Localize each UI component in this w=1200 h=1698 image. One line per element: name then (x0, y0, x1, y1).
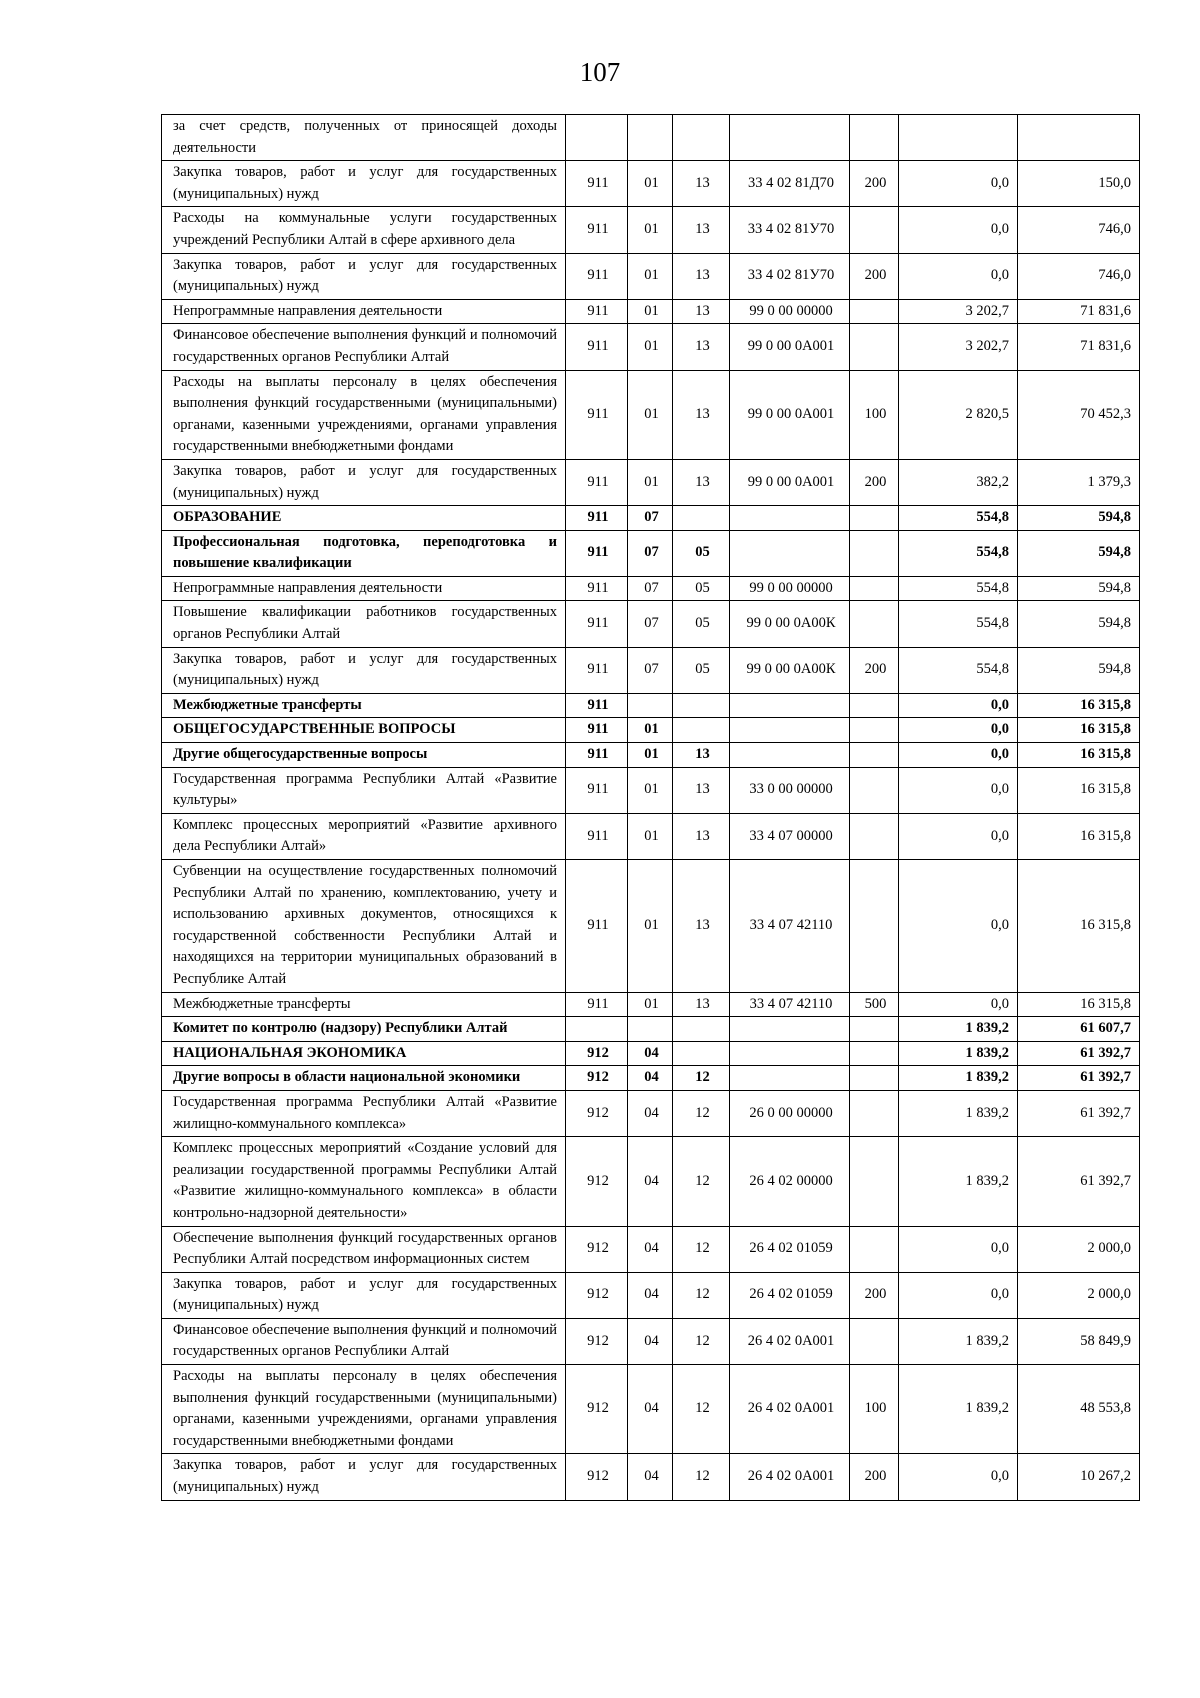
cell-admin-code: 911 (566, 161, 628, 207)
cell-admin-code: 911 (566, 207, 628, 253)
cell-subsection-code: 05 (673, 647, 730, 693)
cell-name: Межбюджетные трансферты (162, 992, 566, 1017)
cell-target-code: 99 0 00 00000 (730, 299, 850, 324)
table-row (162, 459, 1140, 505)
cell-amount-1 (899, 115, 1018, 161)
cell-name: Закупка товаров, работ и услуг для государственных (муниципальных) нужд (162, 1272, 566, 1318)
cell-amount-1: 0,0 (899, 718, 1018, 743)
cell-target-code: 33 4 07 42110 (730, 992, 850, 1017)
cell-amount-2 (1018, 115, 1140, 161)
cell-admin-code: 911 (566, 576, 628, 601)
cell-expense-type: 100 (850, 370, 899, 459)
cell-subsection-code: 13 (673, 459, 730, 505)
cell-subsection-code: 05 (673, 601, 730, 647)
cell-amount-2: 594,8 (1018, 506, 1140, 531)
cell-subsection-code: 12 (673, 1365, 730, 1454)
cell-section-code: 01 (628, 767, 673, 813)
cell-admin-code: 912 (566, 1090, 628, 1136)
cell-admin-code: 911 (566, 992, 628, 1017)
cell-expense-type: 500 (850, 992, 899, 1017)
cell-name: Закупка товаров, работ и услуг для государственных (муниципальных) нужд (162, 459, 566, 505)
cell-subsection-code: 12 (673, 1066, 730, 1091)
cell-expense-type (850, 207, 899, 253)
cell-amount-1: 1 839,2 (899, 1066, 1018, 1091)
cell-admin-code: 911 (566, 718, 628, 743)
cell-admin-code: 912 (566, 1365, 628, 1454)
cell-amount-1: 1 839,2 (899, 1318, 1018, 1364)
table-row (162, 601, 1140, 647)
cell-target-code: 33 4 02 81У70 (730, 253, 850, 299)
cell-subsection-code: 13 (673, 324, 730, 370)
cell-name: Обеспечение выполнения функций государственных органов Республики Алтай посредством информационных систем (162, 1226, 566, 1272)
cell-expense-type: 200 (850, 1454, 899, 1500)
table-row (162, 1272, 1140, 1318)
cell-amount-1: 554,8 (899, 530, 1018, 576)
cell-amount-2: 16 315,8 (1018, 767, 1140, 813)
cell-target-code: 99 0 00 0А001 (730, 324, 850, 370)
cell-amount-2: 594,8 (1018, 601, 1140, 647)
cell-section-code: 07 (628, 601, 673, 647)
cell-subsection-code: 12 (673, 1226, 730, 1272)
cell-name: Другие общегосударственные вопросы (162, 743, 566, 768)
cell-admin-code: 912 (566, 1137, 628, 1226)
cell-admin-code: 912 (566, 1272, 628, 1318)
cell-section-code: 01 (628, 161, 673, 207)
cell-name: за счет средств, полученных от приносящей доходы деятельности (162, 115, 566, 161)
cell-amount-2: 746,0 (1018, 207, 1140, 253)
cell-amount-1: 0,0 (899, 743, 1018, 768)
cell-amount-1: 3 202,7 (899, 299, 1018, 324)
cell-subsection-code (673, 1017, 730, 1042)
cell-expense-type: 200 (850, 253, 899, 299)
cell-expense-type (850, 1226, 899, 1272)
cell-admin-code: 911 (566, 324, 628, 370)
cell-amount-1: 0,0 (899, 253, 1018, 299)
cell-expense-type (850, 813, 899, 859)
cell-name: Государственная программа Республики Алтай «Развитие культуры» (162, 767, 566, 813)
table-row (162, 1041, 1140, 1066)
cell-expense-type (850, 1318, 899, 1364)
cell-target-code: 26 0 00 00000 (730, 1090, 850, 1136)
cell-amount-1: 1 839,2 (899, 1090, 1018, 1136)
cell-admin-code: 911 (566, 743, 628, 768)
cell-section-code: 04 (628, 1066, 673, 1091)
cell-amount-2: 48 553,8 (1018, 1365, 1140, 1454)
cell-target-code: 33 4 07 00000 (730, 813, 850, 859)
cell-target-code (730, 1066, 850, 1091)
cell-amount-2: 58 849,9 (1018, 1318, 1140, 1364)
cell-expense-type: 200 (850, 1272, 899, 1318)
cell-section-code: 01 (628, 324, 673, 370)
cell-name: Расходы на выплаты персоналу в целях обеспечения выполнения функций государственными (муниципальными) органами, казенными учреждениями, органами управления государственными внебюджетными фондами (162, 1365, 566, 1454)
cell-target-code (730, 1041, 850, 1066)
table-row (162, 813, 1140, 859)
cell-subsection-code (673, 506, 730, 531)
cell-target-code: 26 4 02 01059 (730, 1226, 850, 1272)
cell-subsection-code: 12 (673, 1137, 730, 1226)
cell-admin-code (566, 1017, 628, 1042)
cell-admin-code: 912 (566, 1066, 628, 1091)
cell-subsection-code: 13 (673, 992, 730, 1017)
cell-amount-1: 554,8 (899, 647, 1018, 693)
cell-target-code: 26 4 02 0А001 (730, 1318, 850, 1364)
cell-admin-code: 911 (566, 813, 628, 859)
cell-target-code: 26 4 02 0А001 (730, 1454, 850, 1500)
table-row (162, 506, 1140, 531)
cell-amount-1: 1 839,2 (899, 1137, 1018, 1226)
table-row (162, 1066, 1140, 1091)
cell-amount-1: 1 839,2 (899, 1041, 1018, 1066)
table-row (162, 324, 1140, 370)
cell-amount-1: 554,8 (899, 506, 1018, 531)
cell-target-code: 33 4 02 81Д70 (730, 161, 850, 207)
cell-subsection-code: 13 (673, 743, 730, 768)
cell-admin-code: 911 (566, 370, 628, 459)
cell-subsection-code: 12 (673, 1272, 730, 1318)
cell-subsection-code: 13 (673, 767, 730, 813)
cell-admin-code: 911 (566, 647, 628, 693)
table-row (162, 1226, 1140, 1272)
cell-name: Финансовое обеспечение выполнения функций и полномочий государственных органов Республики Алтай (162, 1318, 566, 1364)
cell-target-code (730, 506, 850, 531)
cell-amount-2: 16 315,8 (1018, 813, 1140, 859)
cell-name: Расходы на выплаты персоналу в целях обеспечения выполнения функций государственными (муниципальными) органами, казенными учреждениями, органами управления государственными внебюджетными фондами (162, 370, 566, 459)
cell-subsection-code: 12 (673, 1318, 730, 1364)
cell-name: Межбюджетные трансферты (162, 693, 566, 718)
table-row (162, 1137, 1140, 1226)
cell-expense-type: 200 (850, 647, 899, 693)
cell-admin-code (566, 115, 628, 161)
table-row (162, 115, 1140, 161)
cell-expense-type (850, 601, 899, 647)
cell-section-code (628, 115, 673, 161)
cell-expense-type (850, 115, 899, 161)
table-row (162, 253, 1140, 299)
cell-section-code: 01 (628, 253, 673, 299)
cell-subsection-code: 13 (673, 370, 730, 459)
table-row (162, 1090, 1140, 1136)
cell-expense-type (850, 1017, 899, 1042)
cell-amount-2: 61 392,7 (1018, 1066, 1140, 1091)
cell-amount-1: 0,0 (899, 161, 1018, 207)
cell-section-code: 01 (628, 743, 673, 768)
cell-target-code (730, 693, 850, 718)
cell-admin-code: 911 (566, 459, 628, 505)
cell-amount-2: 71 831,6 (1018, 324, 1140, 370)
cell-section-code: 07 (628, 506, 673, 531)
cell-expense-type (850, 1066, 899, 1091)
cell-target-code: 26 4 02 01059 (730, 1272, 850, 1318)
cell-amount-1: 554,8 (899, 601, 1018, 647)
cell-expense-type (850, 860, 899, 993)
cell-target-code: 33 0 00 00000 (730, 767, 850, 813)
cell-target-code (730, 743, 850, 768)
table-row (162, 647, 1140, 693)
cell-target-code (730, 115, 850, 161)
table-row (162, 767, 1140, 813)
cell-section-code: 01 (628, 299, 673, 324)
cell-name: Закупка товаров, работ и услуг для государственных (муниципальных) нужд (162, 161, 566, 207)
cell-expense-type (850, 1137, 899, 1226)
cell-subsection-code: 05 (673, 530, 730, 576)
cell-name: Закупка товаров, работ и услуг для государственных (муниципальных) нужд (162, 647, 566, 693)
cell-amount-1: 0,0 (899, 1226, 1018, 1272)
cell-target-code (730, 530, 850, 576)
cell-name: Субвенции на осуществление государственных полномочий Республики Алтай по хранению, комплектованию, учету и использованию архивных документов, относящихся к государственной собственности Республики Алтай и находящихся на территории муниципальных образований в Республике Алтай (162, 860, 566, 993)
cell-target-code: 99 0 00 0А00К (730, 647, 850, 693)
cell-section-code: 04 (628, 1226, 673, 1272)
cell-name: НАЦИОНАЛЬНАЯ ЭКОНОМИКА (162, 1041, 566, 1066)
cell-admin-code: 912 (566, 1454, 628, 1500)
cell-name: Повышение квалификации работников государственных органов Республики Алтай (162, 601, 566, 647)
table-row (162, 576, 1140, 601)
cell-admin-code: 912 (566, 1318, 628, 1364)
cell-section-code (628, 693, 673, 718)
cell-section-code: 04 (628, 1365, 673, 1454)
cell-section-code: 01 (628, 718, 673, 743)
cell-subsection-code: 13 (673, 253, 730, 299)
cell-name: Государственная программа Республики Алтай «Развитие жилищно-коммунального комплекса» (162, 1090, 566, 1136)
table-row (162, 1318, 1140, 1364)
cell-expense-type (850, 576, 899, 601)
cell-admin-code: 912 (566, 1041, 628, 1066)
table-row (162, 1454, 1140, 1500)
table-row (162, 207, 1140, 253)
cell-subsection-code: 13 (673, 161, 730, 207)
cell-section-code: 01 (628, 813, 673, 859)
cell-expense-type (850, 506, 899, 531)
cell-section-code: 04 (628, 1272, 673, 1318)
cell-admin-code: 911 (566, 253, 628, 299)
cell-amount-2: 2 000,0 (1018, 1272, 1140, 1318)
cell-target-code: 33 4 02 81У70 (730, 207, 850, 253)
cell-admin-code: 911 (566, 860, 628, 993)
cell-section-code: 04 (628, 1041, 673, 1066)
cell-amount-2: 16 315,8 (1018, 743, 1140, 768)
table-row (162, 992, 1140, 1017)
cell-target-code: 33 4 07 42110 (730, 860, 850, 993)
cell-name: Закупка товаров, работ и услуг для государственных (муниципальных) нужд (162, 1454, 566, 1500)
cell-expense-type (850, 324, 899, 370)
table-row (162, 1017, 1140, 1042)
cell-amount-1: 0,0 (899, 1272, 1018, 1318)
cell-target-code: 99 0 00 00000 (730, 576, 850, 601)
cell-expense-type (850, 530, 899, 576)
cell-name: Другие вопросы в области национальной экономики (162, 1066, 566, 1091)
cell-name: Профессиональная подготовка, переподготовка и повышение квалификации (162, 530, 566, 576)
cell-section-code: 04 (628, 1318, 673, 1364)
cell-amount-1: 1 839,2 (899, 1365, 1018, 1454)
cell-name: Расходы на коммунальные услуги государственных учреждений Республики Алтай в сфере архивного дела (162, 207, 566, 253)
cell-expense-type: 100 (850, 1365, 899, 1454)
cell-section-code: 07 (628, 530, 673, 576)
cell-subsection-code (673, 1041, 730, 1066)
cell-amount-2: 61 607,7 (1018, 1017, 1140, 1042)
cell-amount-1: 0,0 (899, 992, 1018, 1017)
cell-amount-2: 16 315,8 (1018, 992, 1140, 1017)
cell-amount-1: 0,0 (899, 767, 1018, 813)
cell-subsection-code: 13 (673, 299, 730, 324)
cell-admin-code: 911 (566, 693, 628, 718)
cell-expense-type: 200 (850, 161, 899, 207)
page-number: 107 (579, 57, 621, 87)
cell-admin-code: 911 (566, 530, 628, 576)
cell-section-code (628, 1017, 673, 1042)
cell-section-code: 04 (628, 1137, 673, 1226)
cell-name: Закупка товаров, работ и услуг для государственных (муниципальных) нужд (162, 253, 566, 299)
cell-subsection-code: 12 (673, 1454, 730, 1500)
table-row (162, 743, 1140, 768)
cell-name: Непрограммные направления деятельности (162, 299, 566, 324)
cell-amount-2: 594,8 (1018, 530, 1140, 576)
cell-name: Финансовое обеспечение выполнения функций и полномочий государственных органов Республики Алтай (162, 324, 566, 370)
cell-subsection-code: 05 (673, 576, 730, 601)
table-body (162, 115, 1140, 1501)
cell-admin-code: 911 (566, 506, 628, 531)
table-row (162, 1365, 1140, 1454)
cell-amount-1: 554,8 (899, 576, 1018, 601)
cell-amount-1: 0,0 (899, 1454, 1018, 1500)
cell-amount-2: 746,0 (1018, 253, 1140, 299)
table-row (162, 299, 1140, 324)
cell-amount-2: 16 315,8 (1018, 860, 1140, 993)
cell-name: ОБЩЕГОСУДАРСТВЕННЫЕ ВОПРОСЫ (162, 718, 566, 743)
cell-amount-1: 382,2 (899, 459, 1018, 505)
cell-amount-2: 10 267,2 (1018, 1454, 1140, 1500)
cell-amount-2: 594,8 (1018, 647, 1140, 693)
cell-admin-code: 912 (566, 1226, 628, 1272)
cell-subsection-code: 13 (673, 860, 730, 993)
cell-expense-type (850, 693, 899, 718)
cell-expense-type: 200 (850, 459, 899, 505)
cell-expense-type (850, 767, 899, 813)
cell-name: Комплекс процессных мероприятий «Развитие архивного дела Республики Алтай» (162, 813, 566, 859)
cell-section-code: 01 (628, 992, 673, 1017)
cell-target-code (730, 1017, 850, 1042)
cell-name: Комплекс процессных мероприятий «Создание условий для реализации государственной программы Республики Алтай «Развитие жилищно-коммунального комплекса» в области контрольно-надзорной деятельности» (162, 1137, 566, 1226)
cell-target-code: 26 4 02 00000 (730, 1137, 850, 1226)
cell-amount-2: 16 315,8 (1018, 693, 1140, 718)
cell-target-code: 99 0 00 0А001 (730, 459, 850, 505)
cell-amount-2: 150,0 (1018, 161, 1140, 207)
cell-amount-2: 70 452,3 (1018, 370, 1140, 459)
cell-section-code: 01 (628, 860, 673, 993)
cell-subsection-code (673, 718, 730, 743)
cell-amount-1: 0,0 (899, 860, 1018, 993)
cell-section-code: 07 (628, 576, 673, 601)
cell-target-code (730, 718, 850, 743)
cell-subsection-code (673, 115, 730, 161)
cell-amount-2: 1 379,3 (1018, 459, 1140, 505)
cell-target-code: 99 0 00 0А00К (730, 601, 850, 647)
budget-table (161, 114, 1140, 1501)
cell-section-code: 07 (628, 647, 673, 693)
cell-amount-2: 61 392,7 (1018, 1137, 1140, 1226)
cell-section-code: 04 (628, 1090, 673, 1136)
cell-name: Комитет по контролю (надзору) Республики Алтай (162, 1017, 566, 1042)
cell-subsection-code: 13 (673, 813, 730, 859)
cell-admin-code: 911 (566, 767, 628, 813)
cell-target-code: 99 0 00 0А001 (730, 370, 850, 459)
cell-expense-type (850, 1090, 899, 1136)
cell-section-code: 01 (628, 370, 673, 459)
cell-subsection-code: 12 (673, 1090, 730, 1136)
cell-amount-1: 1 839,2 (899, 1017, 1018, 1042)
cell-amount-2: 2 000,0 (1018, 1226, 1140, 1272)
cell-subsection-code (673, 693, 730, 718)
cell-expense-type (850, 718, 899, 743)
cell-amount-2: 71 831,6 (1018, 299, 1140, 324)
table-row (162, 161, 1140, 207)
cell-amount-1: 0,0 (899, 207, 1018, 253)
cell-target-code: 26 4 02 0А001 (730, 1365, 850, 1454)
cell-amount-1: 3 202,7 (899, 324, 1018, 370)
table-row (162, 718, 1140, 743)
cell-expense-type (850, 1041, 899, 1066)
cell-amount-2: 16 315,8 (1018, 718, 1140, 743)
table-row (162, 370, 1140, 459)
cell-amount-1: 0,0 (899, 813, 1018, 859)
cell-admin-code: 911 (566, 299, 628, 324)
cell-amount-2: 61 392,7 (1018, 1090, 1140, 1136)
cell-expense-type (850, 743, 899, 768)
cell-amount-1: 2 820,5 (899, 370, 1018, 459)
cell-section-code: 01 (628, 207, 673, 253)
cell-amount-2: 61 392,7 (1018, 1041, 1140, 1066)
cell-name: ОБРАЗОВАНИЕ (162, 506, 566, 531)
table-row (162, 693, 1140, 718)
cell-expense-type (850, 299, 899, 324)
table-row (162, 860, 1140, 993)
cell-section-code: 01 (628, 459, 673, 505)
cell-section-code: 04 (628, 1454, 673, 1500)
cell-amount-2: 594,8 (1018, 576, 1140, 601)
table-row (162, 530, 1140, 576)
cell-admin-code: 911 (566, 601, 628, 647)
cell-name: Непрограммные направления деятельности (162, 576, 566, 601)
cell-subsection-code: 13 (673, 207, 730, 253)
cell-amount-1: 0,0 (899, 693, 1018, 718)
